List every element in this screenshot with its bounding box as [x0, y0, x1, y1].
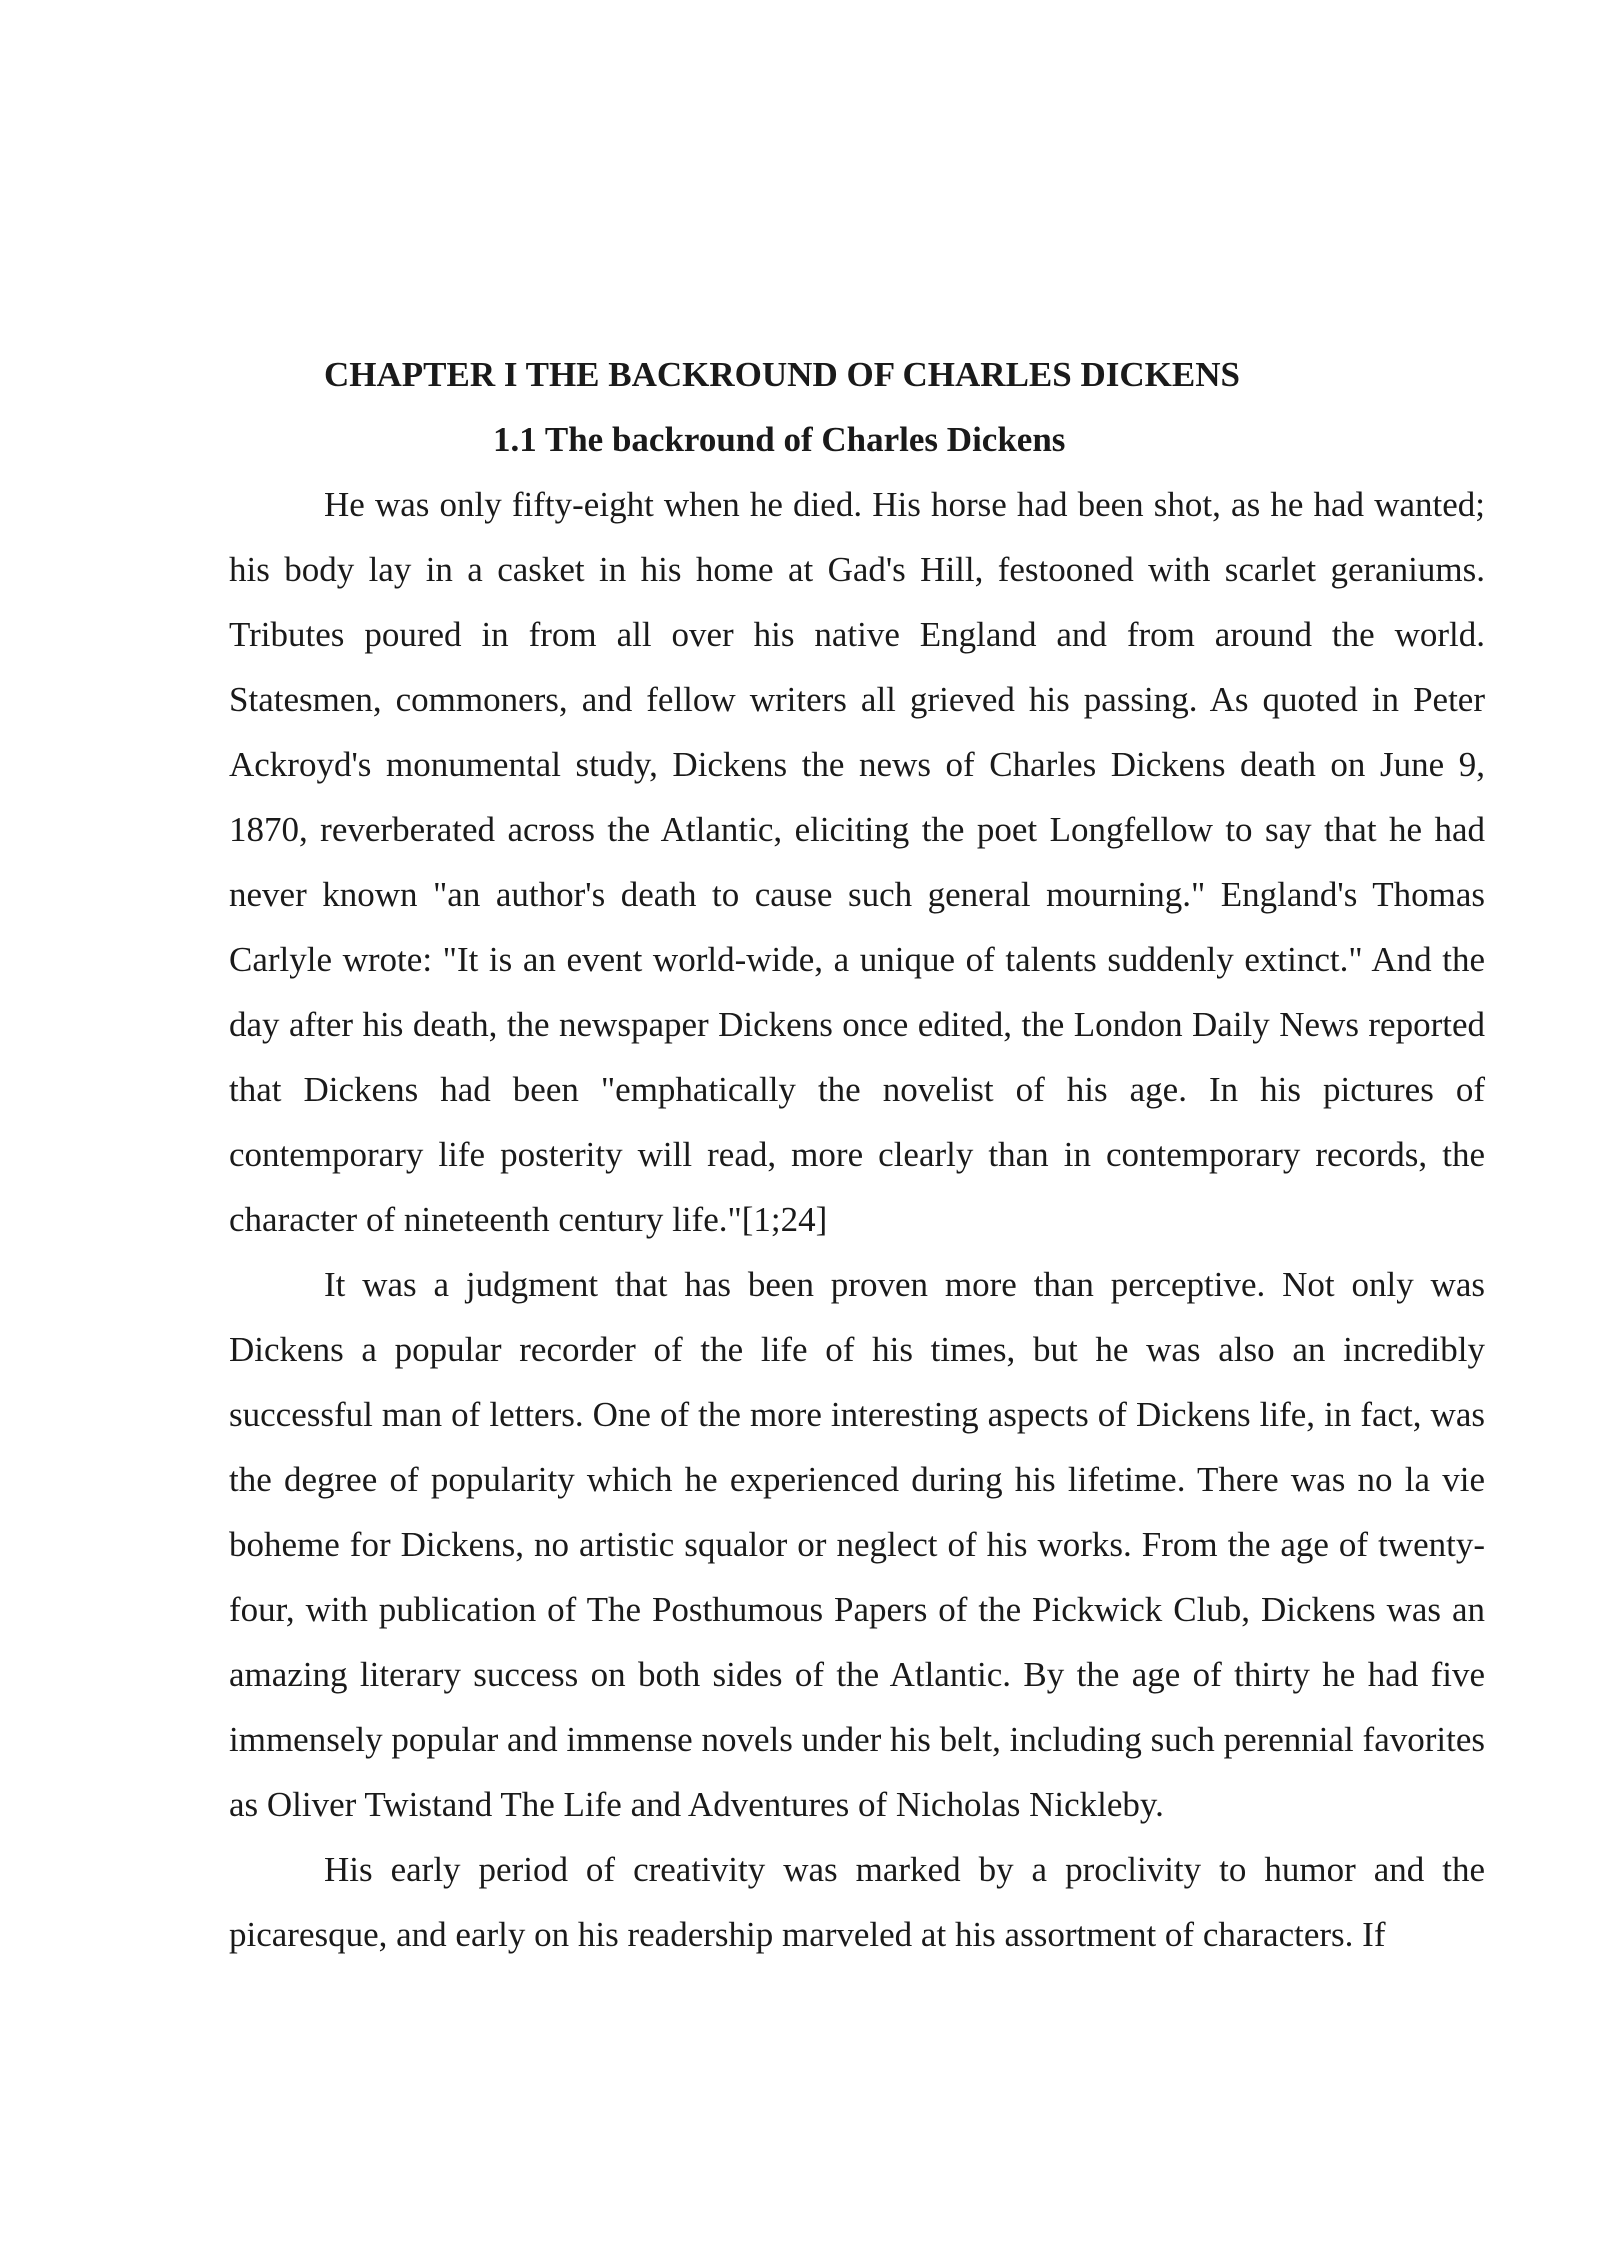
body-paragraph-3: His early period of creativity was marked by a proclivity to humor and the picaresque, and early on his readership marveled at his assortment of characters. If: [229, 1850, 1485, 1954]
body-paragraph-1: He was only fifty-eight when he died. His horse had been shot, as he had wanted; his body lay in a casket in his home at Gad's Hill, festooned with scarlet geraniums. Tributes poured in from all over his native England and from around the world. Statesmen, commoners, and fellow writers all grieved his passing. As quoted in Peter Ackroyd's monumental study, Dickens the news of Charles Dickens death on June 9, 1870, reverberated across the Atlantic, eliciting the poet Longfellow to say that he had never known "an author's death to cause such general mourning." England's Thomas Carlyle wrote: "It is an event world-wide, a unique of talents suddenly extinct." And the day after his death, the newspaper Dickens once edited, the London Daily News reported that Dickens had been "emphatically the novelist of his age. In his pictures of contemporary life posterity will read, more clearly than in contemporary records, the character of nineteenth century life."[1;24]: [229, 485, 1485, 1239]
section-title: 1.1 The backround of Charles Dickens: [493, 420, 1066, 459]
chapter-title: CHAPTER I THE BACKROUND OF CHARLES DICKENS: [324, 355, 1240, 394]
body-paragraph-2: It was a judgment that has been proven more than perceptive. Not only was Dickens a popular recorder of the life of his times, but he was also an incredibly successful man of letters. One of the more interesting aspects of Dickens life, in fact, was the degree of popularity which he experienced during his lifetime. There was no la vie boheme for Dickens, no artistic squalor or neglect of his works. From the age of twenty-four, with publication of The Posthumous Papers of the Pickwick Club, Dickens was an amazing literary success on both sides of the Atlantic. By the age of thirty he had five immensely popular and immense novels under his belt, including such perennial favorites as Oliver Twistand The Life and Adventures of Nicholas Nickleby.: [229, 1265, 1485, 1824]
page-content: [229, 342, 1485, 1967]
